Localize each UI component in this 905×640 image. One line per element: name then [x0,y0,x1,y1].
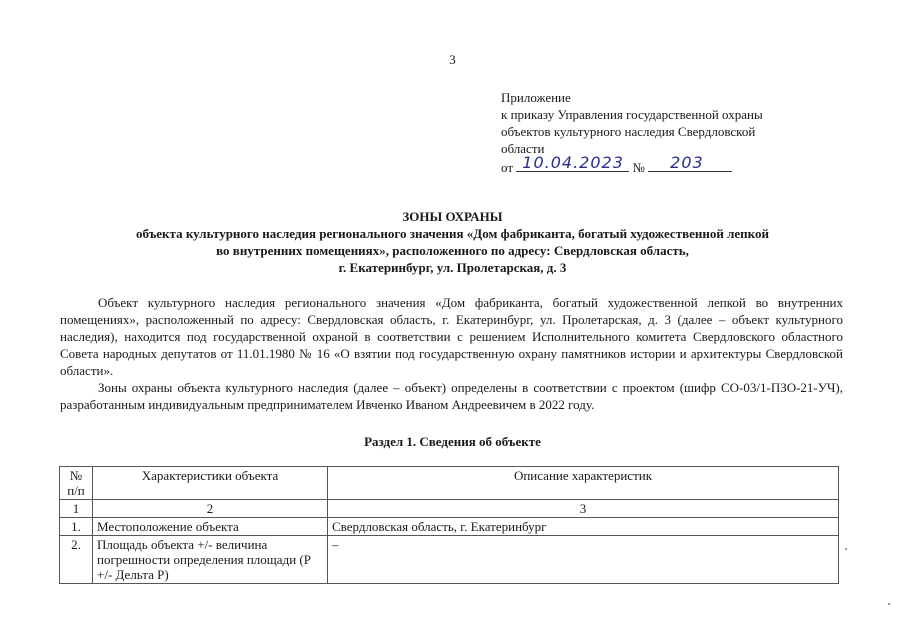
title-line-4: г. Екатеринбург, ул. Пролетарская, д. 3 [338,260,567,275]
paragraph-2: Зоны охраны объекта культурного наследия (далее – объект) определены в соответствии с проектом (шифр СО-03/1-ПЗО-21-УЧ), разработанным индивидуальным предпринимателем Ивченко Иваном Андреевичем в 2022 году. [60,380,843,412]
handwritten-number: 203 [670,153,704,172]
scan-speck [845,548,847,550]
column-number-cell: 2 [93,500,328,518]
title-line-3: во внутренних помещениях», расположенного по адресу: Свердловская область, [216,243,689,258]
section-title: Раздел 1. Сведения об объекте [364,434,541,449]
column-number-row [60,500,839,518]
table-cell: Местоположение объекта [93,518,328,536]
column-number-cell: 3 [328,500,839,518]
table-cell: – [328,536,839,584]
paragraph-1: Объект культурного наследия регионального значения «Дом фабриканта, богатый художественной лепкой во внутренних помещениях», расположенный по адресу: Свердловская область, г. Екатеринбург, ул. Пролетарская, д. 3 (далее – объект культурного наследия), находится под государственной охраной в соответствии с решением Исполнительного комитета Свердловского областного Совета народных депутатов от 11.01.1980 № 16 «О взятии под государственную охрану памятников истории и архитектуры Свердловской области». [60,295,843,378]
number-field [648,153,732,172]
handwritten-date: 10.04.2023 [522,153,624,172]
table-row [60,518,839,536]
table-row [60,536,839,584]
appendix-date-number-line [501,153,831,176]
appendix-line-1: Приложение [501,90,571,105]
table-cell: Свердловская область, г. Екатеринбург [328,518,839,536]
appendix-line-2: к приказу Управления государственной охраны [501,107,763,122]
scan-speck [888,603,890,605]
header-cell-number: № п/п [60,467,93,500]
page-number: 3 [449,52,456,67]
appendix-line-4: области [501,141,545,156]
number-prefix: № [632,160,645,175]
appendix-line-3: объектов культурного наследия Свердловской [501,124,756,139]
date-field [516,153,629,172]
object-properties-table [59,466,839,584]
body-text [60,294,843,413]
table-cell: 1. [60,518,93,536]
header-cell-characteristic: Характеристики объекта [93,467,328,500]
date-prefix: от [501,160,514,175]
title-line-2: объекта культурного наследия регионального значения «Дом фабриканта, богатый художественной лепкой [136,226,769,241]
title-line-1: ЗОНЫ ОХРАНЫ [402,209,503,224]
table-header-row [60,467,839,500]
column-number-cell: 1 [60,500,93,518]
header-cell-description: Описание характеристик [328,467,839,500]
table-cell: Площадь объекта +/- величина погрешности определения площади (Р +/- Дельта Р) [93,536,328,584]
appendix-block [501,89,831,176]
document-title [60,208,845,276]
table-cell: 2. [60,536,93,584]
